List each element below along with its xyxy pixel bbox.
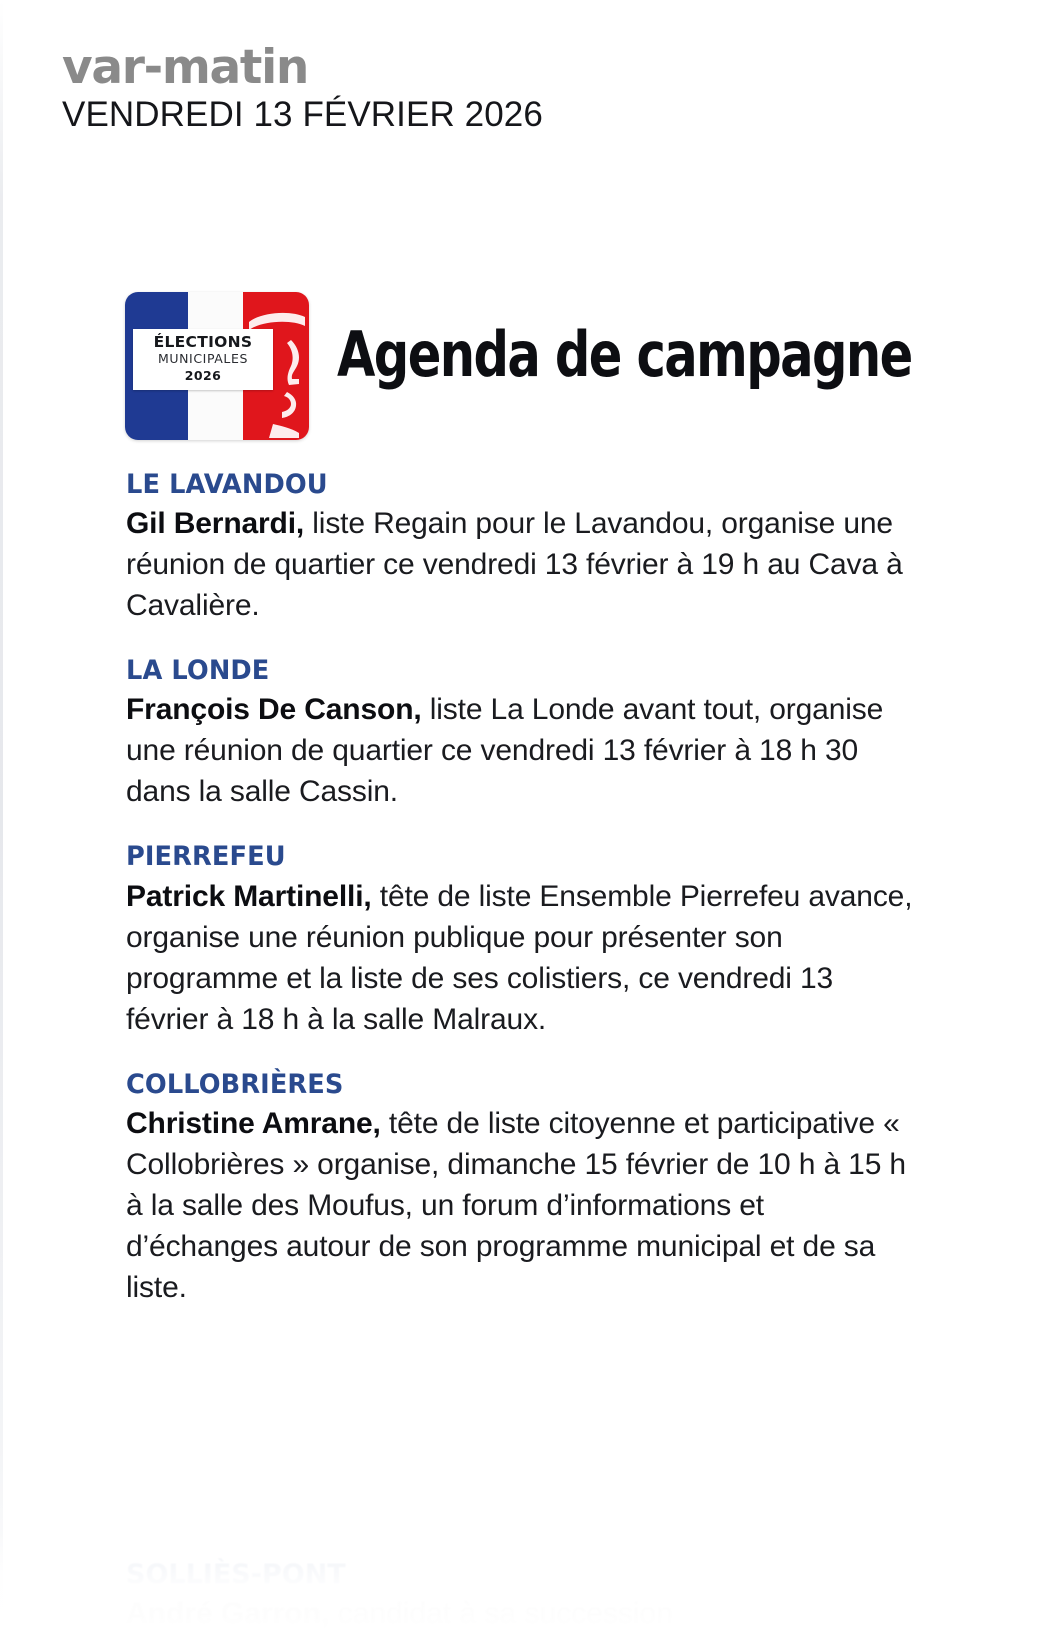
logo-text-block: [133, 329, 273, 390]
publication-title: var-matin: [62, 40, 309, 95]
agenda-entry: [126, 1070, 916, 1308]
entry-city-heading: LE LAVANDOU: [126, 469, 328, 500]
agenda-entry-list: [126, 470, 916, 1308]
entry-body: [126, 503, 916, 626]
entry-detail-text: candidat à sa succession: [329, 1597, 673, 1631]
entry-detail-text: tête de liste Ensemble Pierrefeu avance, organise une réunion publique pour présenter son programme et la liste de ses colistiers, ce vendredi 13 février à 18 h à la salle Malraux.: [126, 879, 913, 1036]
bottom-fade-overlay: [0, 1530, 1050, 1650]
logo-line-elections: ÉLECTIONS: [153, 333, 253, 351]
entry-body: [126, 689, 916, 812]
entry-body: [126, 1103, 916, 1308]
agenda-entry: [126, 656, 916, 812]
entry-city-heading: PIERREFEU: [126, 841, 286, 873]
entry-city-heading: LA LONDE: [126, 655, 270, 687]
masthead: [62, 40, 962, 134]
entry-city-heading: COLLOBRIÈRES: [126, 1068, 344, 1100]
entry-detail-text: tête de liste citoyenne et participative « Collobrières » organise, dimanche 15 février de 10 h à 15 h à la salle des Moufus, un forum d’informations et d’échanges autour de son programme municipal et de sa liste.: [126, 1106, 906, 1304]
logo-line-year: 2026: [184, 367, 222, 383]
entry-detail-text: liste La Londe avant tout, organise une réunion de quartier ce vendredi 13 février à 18 h 30 dans la salle Cassin.: [126, 693, 884, 809]
entry-body: [126, 876, 916, 1040]
entry-person-name: André Garron,: [126, 1597, 330, 1631]
entry-person-name: François De Canson,: [126, 693, 422, 727]
entry-person-name: Christine Amrane,: [126, 1106, 381, 1140]
agenda-entry: [126, 470, 916, 626]
publication-date: VENDREDI 13 FÉVRIER 2026: [62, 94, 543, 134]
entry-body: [126, 1593, 916, 1634]
entry-city-heading: SOLLIÈS-PONT: [126, 1559, 346, 1590]
cut-off-agenda-entry: [126, 1560, 916, 1634]
agenda-entry: [126, 842, 916, 1039]
section-title: Agenda de campagne: [337, 318, 912, 391]
logo-line-municipales: MUNICIPALES: [157, 350, 249, 366]
scan-edge-artifact: [0, 0, 3, 1650]
entry-detail-text: liste Regain pour le Lavandou, organise une réunion de quartier ce vendredi 13 février à 19 h au Cava à Cavalière.: [126, 507, 903, 623]
entry-person-name: Patrick Martinelli,: [126, 879, 372, 913]
elections-municipales-logo: [125, 292, 309, 440]
agenda-header: [125, 292, 925, 442]
entry-person-name: Gil Bernardi,: [126, 507, 305, 541]
